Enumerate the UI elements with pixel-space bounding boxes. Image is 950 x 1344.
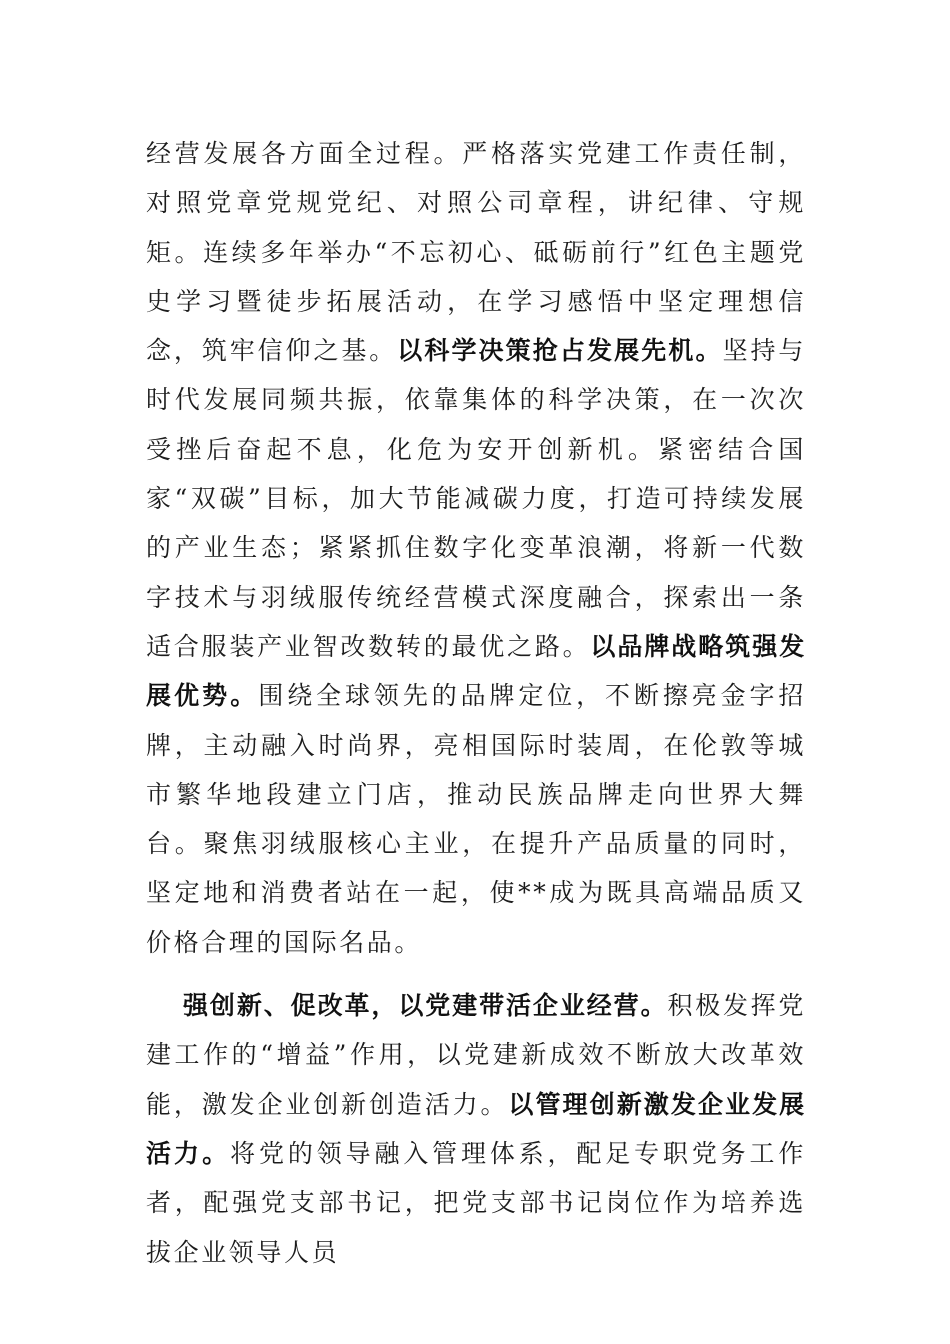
paragraph-1-heading-1: 以科学决策抢占发展先机。 <box>397 336 723 366</box>
paragraph-1-text-1: 经营发展各方面全过程。严格落实党建工作责任制，对照党章党规党纪、对照公司章程，讲纪律、守规矩。连续多年举办“不忘初心、砥砺前行”红色主题党史学习暨徒步拓展活动，在学习感悟中坚定理想信念，筑牢信仰之基。 <box>146 139 806 366</box>
paragraph-2-heading-1: 强创新、促改革，以党建带活企业经营。 <box>183 991 668 1021</box>
document-body <box>146 129 806 1277</box>
paragraph-2-text-1: 积极发挥党建工作的“增益”作用，以党建新成效不断放大改革效能，激发企业创新创造活力。 <box>146 991 806 1119</box>
paragraph-2 <box>146 981 806 1277</box>
paragraph-2-text-2: 将党的领导融入管理体系，配足专职党务工作者，配强党支部书记，把党支部书记岗位作为培养选拔企业领导人员 <box>146 1138 806 1267</box>
paragraph-2-heading-2: 以管理创新激发企业发展活力。 <box>146 1089 806 1168</box>
paragraph-1-text-2: 坚持与时代发展同频共振，依靠集体的科学决策，在一次次受挫后奋起不息，化危为安开创新机。紧密结合国家“双碳”目标，加大节能减碳力度，打造可持续发展的产业生态；紧紧抓住数字化变革浪潮，将新一代数字技术与羽绒服传统经营模式深度融合，探索出一条适合服装产业智改数转的最优之路。 <box>146 336 806 661</box>
paragraph-1-text-3: 围绕全球领先的品牌定位，不断擦亮金字招牌，主动融入时尚界，亮相国际时装周，在伦敦等城市繁华地段建立门店，推动民族品牌走向世界大舞台。聚焦羽绒服核心主业，在提升产品质量的同时，坚定地和消费者站在一起，使**成为既具高端品质又价格合理的国际名品。 <box>146 681 807 957</box>
paragraph-1-heading-2: 以品牌战略筑强发展优势。 <box>146 631 806 711</box>
paragraph-1 <box>146 129 806 967</box>
